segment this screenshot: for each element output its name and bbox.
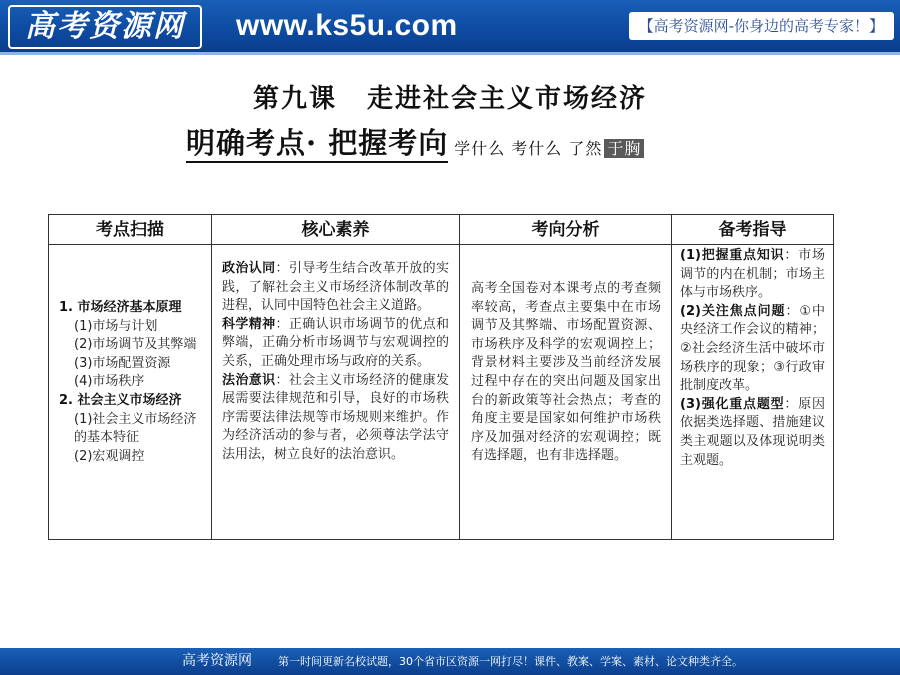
lesson-title: [0, 78, 900, 115]
column-core-literacy: [211, 215, 459, 539]
core-literacy-text: [222, 260, 449, 465]
column-exam-analysis: [459, 215, 671, 539]
guide-item: [680, 303, 825, 396]
exam-point-item: (3)市场配置资源: [74, 355, 171, 371]
literacy-item-text: ：引导考生结合改革开放的实践，了解社会主义市场经济体制改革的进程，认同中国特色社会主义道路。: [222, 261, 449, 314]
literacy-item-text: ：正确认识市场调节的优点和弊端，正确分析市场调节与宏观调控的关系，正确处理市场与政府的关系。: [222, 316, 449, 369]
guide-item-label: (3)强化重点题型: [680, 396, 785, 412]
study-guide-text: [680, 247, 825, 470]
literacy-item-label: 法治意识: [222, 372, 276, 388]
literacy-item-label: 科学精神: [222, 316, 276, 332]
exam-analysis-text: 高考全国卷对本课考点的考查频率较高，考查点主要集中在市场调节及其弊端、市场配置资源、市场秩序及科学的宏观调控上；背景材料主要涉及当前经济发展过程中存在的突出问题及国家出台的新政策等社会热点；考查的角度主要是国家如何维护市场秩序及加强对经济的宏观调控；既有选择题，也有非选择题。: [471, 281, 661, 464]
exam-point-heading: 2. 社会主义市场经济: [59, 392, 182, 408]
section-heading-highlight: 于胸: [604, 139, 644, 158]
guide-item-label: (1)把握重点知识: [680, 248, 785, 263]
guide-item-text: ：市场调节的内在机制；市场主体与市场秩序。: [680, 248, 825, 301]
site-url[interactable]: www.ks5u.com: [236, 9, 458, 42]
footer-bar: [0, 648, 900, 675]
literacy-item: [222, 372, 449, 465]
site-slogan: 【高考资源网-你身边的高考专家！】: [629, 12, 894, 40]
guide-item: [680, 247, 825, 303]
section-heading-main: 明确考点· 把握考向: [186, 127, 448, 163]
footer-text: 第一时间更新名校试题，30个省市区资源一网打尽！课件、教案、学案、素材、论文种类齐全。: [278, 655, 743, 668]
guide-item-text: ：①中央经济工作会议的精神；②社会经济生活中破坏市场秩序的现象；③行政审批制度改革。: [680, 303, 825, 394]
exam-point-item: (1)市场与计划: [74, 318, 158, 334]
guide-item-label: (2)关注焦点问题: [680, 303, 786, 319]
exam-points-list: [59, 299, 205, 466]
exam-point-heading: 1. 市场经济基本原理: [59, 300, 182, 315]
literacy-item-text: ：社会主义市场经济的健康发展需要法律规范和引导，良好的市场秩序需要法律法规等市场规则来维护。作为经济活动的参与者，必须尊法学法守法用法，树立良好的法治意识。: [222, 372, 449, 462]
column-header: 考向分析: [460, 215, 671, 245]
site-logo[interactable]: 高考资源网: [8, 5, 202, 49]
exam-point-item: (2)市场调节及其弊端: [74, 337, 197, 353]
guide-item-text: ：原因依据类选择题、措施建议类主观题以及体现说明类主观题。: [680, 396, 825, 468]
column-header: 考点扫描: [49, 215, 211, 245]
column-header: 核心素养: [212, 215, 459, 245]
column-exam-points: [49, 215, 211, 539]
lesson-name: 走进社会主义市场经济: [367, 84, 648, 114]
exam-point-item: (4)市场秩序: [74, 374, 145, 390]
footer-brand[interactable]: 高考资源网: [182, 653, 252, 669]
guide-item: [680, 396, 825, 470]
section-heading: [186, 127, 644, 163]
lesson-number: 第九课: [252, 84, 337, 114]
exam-point-item: (2)宏观调控: [74, 448, 145, 464]
literacy-item: [222, 260, 449, 316]
column-header: 备考指导: [672, 215, 833, 245]
exam-point-item: (1)社会主义市场经济的基本特征: [74, 411, 197, 446]
section-heading-sub: [454, 139, 644, 163]
section-heading-sub-text: 学什么 考什么 了然: [454, 139, 603, 158]
literacy-item: [222, 316, 449, 372]
column-study-guide: [671, 215, 833, 539]
literacy-item-label: 政治认同: [222, 261, 276, 276]
header-banner: [0, 0, 900, 52]
exam-guide-table: [48, 214, 834, 540]
banner-divider: [0, 52, 900, 55]
